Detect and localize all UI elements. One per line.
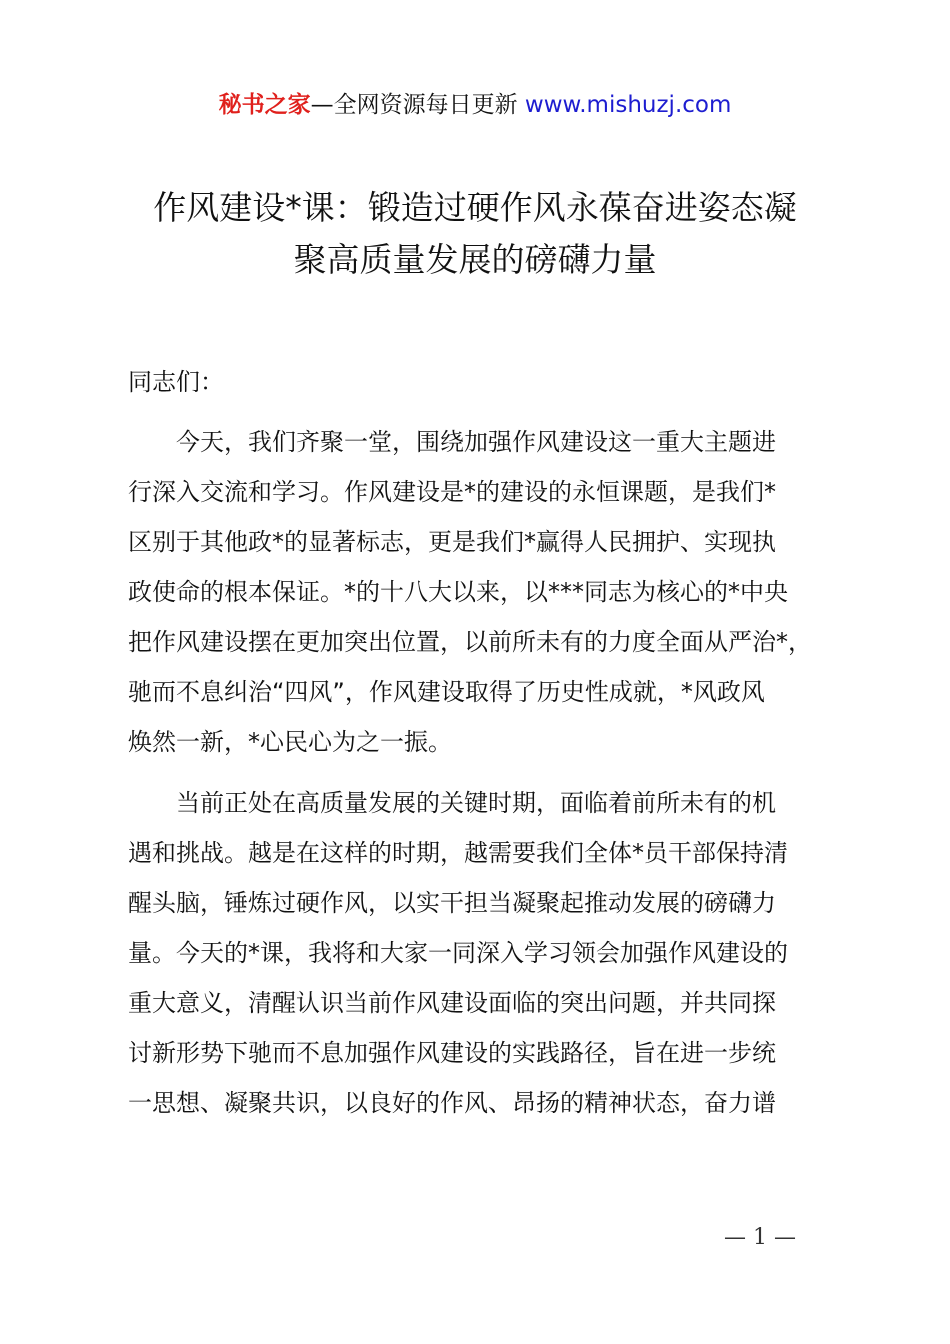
site-url-link[interactable]: www.mishuzj.com	[524, 92, 732, 118]
paragraph-line: 量。今天的*课，我将和大家一同深入学习领会加强作风建设的	[128, 939, 788, 967]
paragraph-line: 讨新形势下驰而不息加强作风建设的实践路径，旨在进一步统	[128, 1039, 776, 1067]
paragraph-2	[128, 778, 848, 1128]
salutation: 同志们：	[128, 368, 224, 396]
paragraph-line: 今天，我们齐聚一堂，围绕加强作风建设这一重大主题进	[128, 428, 776, 456]
paragraph-line: 焕然一新，*心民心为之一振。	[128, 728, 452, 756]
header-tagline: —全网资源每日更新	[310, 92, 518, 118]
paragraph-line: 区别于其他政*的显著标志，更是我们*赢得人民拥护、实现执	[128, 528, 776, 556]
title-line-2: 聚高质量发展的磅礴力量	[293, 240, 657, 279]
brand-name: 秘书之家	[218, 92, 311, 118]
title-line-1: 作风建设*课：锻造过硬作风永葆奋进姿态凝	[153, 188, 797, 227]
paragraph-line: 一思想、凝聚共识，以良好的作风、昂扬的精神状态，奋力谱	[128, 1089, 776, 1117]
page-number: — 1 —	[724, 1225, 796, 1250]
paragraph-line: 醒头脑，锤炼过硬作风，以实干担当凝聚起推动发展的磅礴力	[128, 889, 776, 917]
paragraph-1	[128, 417, 848, 767]
site-header	[0, 88, 950, 122]
paragraph-line: 遇和挑战。越是在这样的时期，越需要我们全体*员干部保持清	[128, 839, 788, 867]
document-title	[60, 182, 890, 286]
paragraph-line: 驰而不息纠治“四风”，作风建设取得了历史性成就，*风政风	[128, 678, 765, 706]
paragraph-line: 行深入交流和学习。作风建设是*的建设的永恒课题，是我们*	[128, 478, 776, 506]
paragraph-line: 当前正处在高质量发展的关键时期，面临着前所未有的机	[128, 789, 776, 817]
paragraph-line: 重大意义，清醒认识当前作风建设面临的突出问题，并共同探	[128, 989, 776, 1017]
paragraph-line: 政使命的根本保证。*的十八大以来，以***同志为核心的*中央	[128, 578, 788, 606]
paragraph-line: 把作风建设摆在更加突出位置，以前所未有的力度全面从严治*，	[128, 628, 812, 656]
